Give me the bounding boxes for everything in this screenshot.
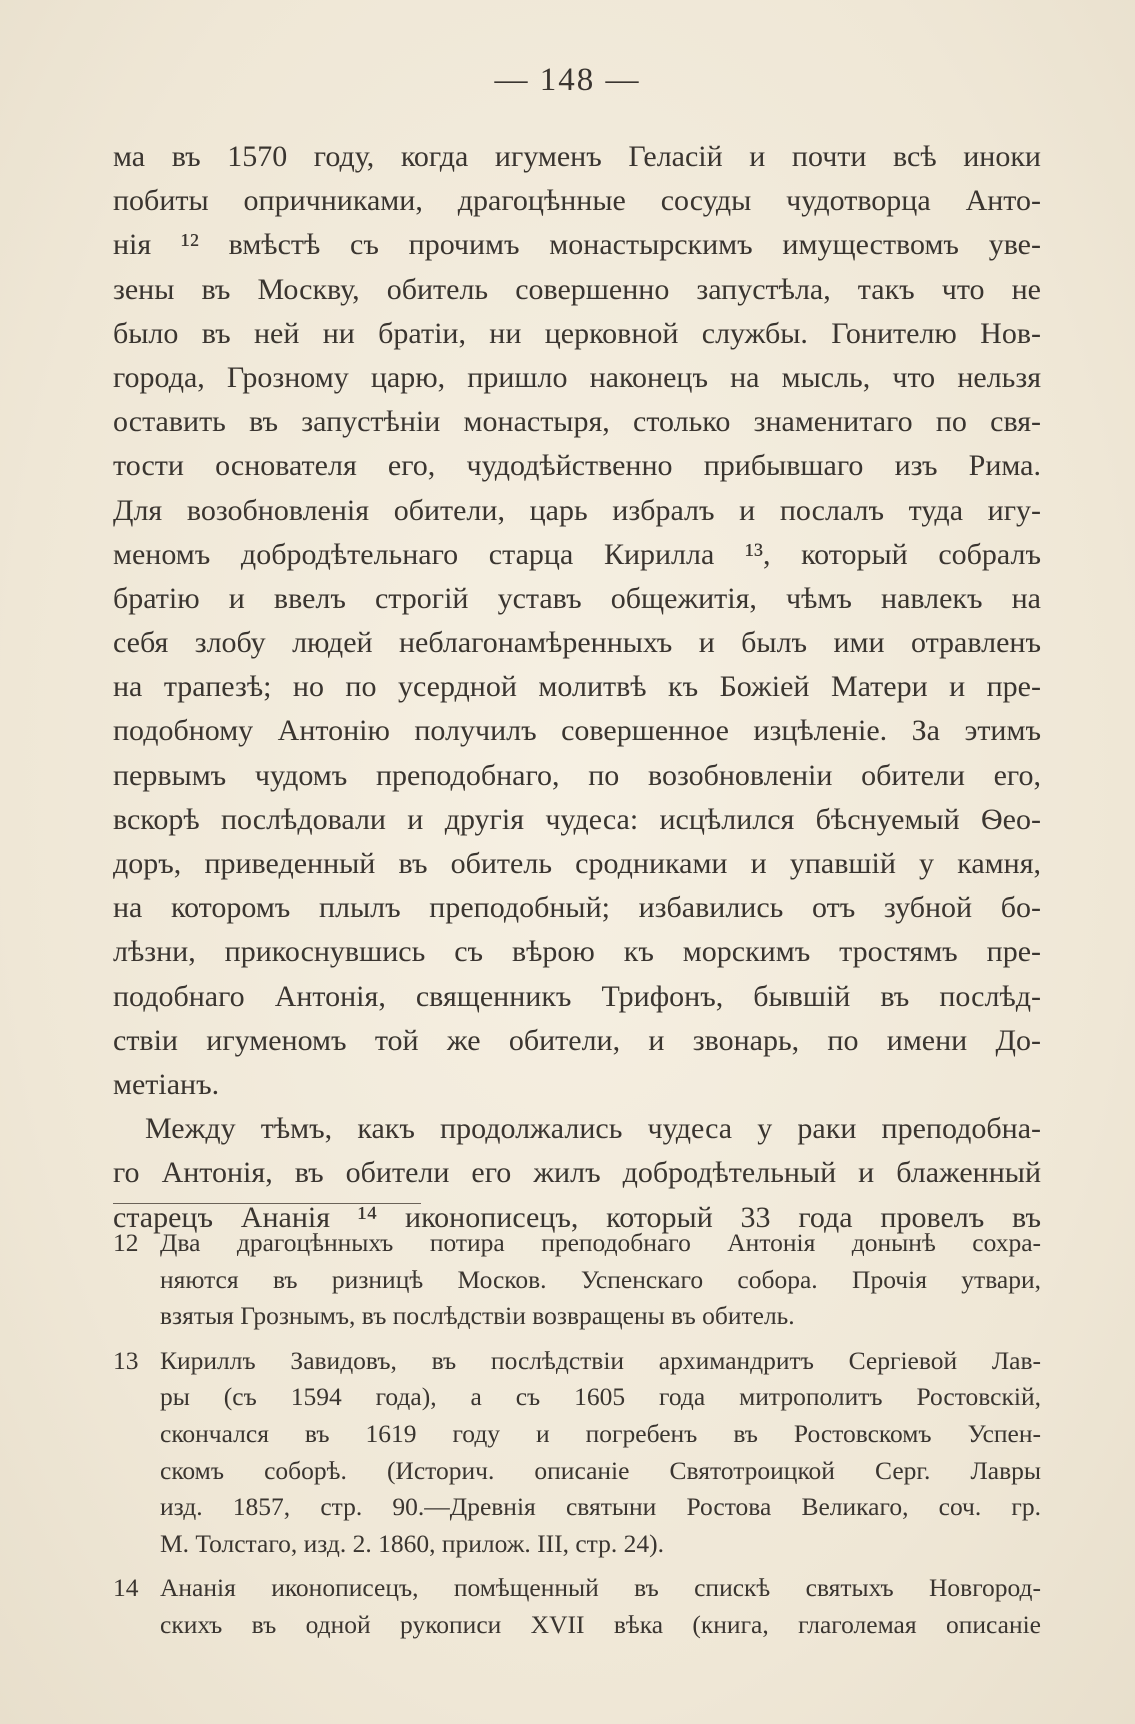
footnote-line: взятыя Грознымъ, въ послѣдствіи возвращены въ обитель.	[160, 1301, 795, 1331]
footnote-number: 13	[113, 1345, 139, 1375]
footnote-line: скомъ соборѣ. (Историч. описаніе Святотроицкой Серг. Лавры	[160, 1455, 1041, 1485]
footnote-text: Ананія иконописецъ, помѣщенный въ спискѣ святыхъ Новгород-	[160, 1573, 1041, 1603]
footnote-number: 14	[113, 1573, 139, 1603]
text-line: побиты опричниками, драгоцѣнные сосуды чудотворца Анто-	[113, 184, 1041, 218]
text-line: на которомъ плылъ преподобный; избавились отъ зубной бо-	[113, 891, 1041, 925]
text-line: ма въ 1570 году, когда игуменъ Геласій и почти всѣ иноки	[113, 140, 1041, 173]
footnote-line	[113, 1343, 1041, 1380]
footnote-line	[113, 1225, 1041, 1262]
text-line: зены въ Москву, обитель совершенно запустѣла, такъ что не	[113, 272, 1041, 306]
text-line: го Антонія, въ обители его жилъ добродѣтельный и блаженный	[113, 1156, 1041, 1190]
text-line: метіанъ.	[113, 1067, 220, 1101]
text-line: братію и ввелъ строгій уставъ общежитія, чѣмъ навлекъ на	[113, 581, 1041, 615]
text-line: вскорѣ послѣдовали и другія чудеса: исцѣлился бѣснуемый Ѳео-	[113, 802, 1041, 836]
footnote-divider	[113, 1203, 421, 1204]
text-line: ствіи игуменомъ той же обители, и звонарь, по имени До-	[113, 1023, 1041, 1057]
main-text	[113, 135, 1041, 1240]
footnote-line: няются въ ризницѣ Москов. Успенскаго собора. Прочія утвари,	[160, 1264, 1041, 1294]
footnote-line	[113, 1570, 1041, 1607]
text-line: меномъ добродѣтельнаго старца Кирилла ¹³, который собралъ	[113, 537, 1041, 571]
footnote-text: Два драгоцѣнныхъ потира преподобнаго Антонія донынѣ сохра-	[160, 1228, 1041, 1257]
footnote-number: 12	[113, 1228, 139, 1257]
text-line: Между тѣмъ, какъ продолжались чудеса у раки преподобна-	[145, 1112, 1041, 1146]
text-line: оставить въ запустѣніи монастыря, столько знаменитаго по свя-	[113, 405, 1041, 439]
footnote-line: М. Толстаго, изд. 2. 1860, прилож. III, стр. 24).	[160, 1528, 664, 1558]
text-line: на трапезѣ; но по усердной молитвѣ къ Божіей Матери и пре-	[113, 670, 1041, 704]
footnote-text: Кириллъ Завидовъ, въ послѣдствіи архимандритъ Сергіевой Лав-	[160, 1345, 1041, 1375]
page-number: — 148 —	[494, 62, 641, 98]
footnote-line: скихъ въ одной рукописи XVII вѣка (книга, глаголемая описаніе	[160, 1609, 1041, 1639]
footnotes	[113, 1225, 1041, 1644]
text-line: подобному Антонію получилъ совершенное изцѣленіе. За этимъ	[113, 714, 1041, 748]
footnote-line: скончался въ 1619 году и погребенъ въ Ростовскомъ Успен-	[160, 1418, 1041, 1448]
text-line: Для возобновленія обители, царь избралъ и послалъ туда игу-	[113, 493, 1041, 527]
text-line: первымъ чудомъ преподобнаго, по возобновленіи обители его,	[113, 758, 1041, 792]
text-line: тости основателя его, чудодѣйственно прибывшаго изъ Рима.	[113, 449, 1041, 483]
text-line: себя злобу людей неблагонамѣренныхъ и былъ ими отравленъ	[113, 626, 1041, 660]
text-line: лѣзни, прикоснувшись съ вѣрою къ морскимъ тростямъ пре-	[113, 935, 1041, 969]
text-line: было въ ней ни братіи, ни церковной службы. Гонителю Нов-	[113, 316, 1041, 350]
text-line: нія ¹² вмѣстѣ съ прочимъ монастырскимъ имуществомъ уве-	[113, 228, 1041, 262]
text-line: города, Грозному царю, пришло наконецъ на мысль, что нельзя	[113, 360, 1041, 394]
footnote-line: изд. 1857, стр. 90.—Древнія святыни Ростова Великаго, соч. гр.	[160, 1492, 1041, 1522]
footnote-line: ры (съ 1594 года), а съ 1605 года митрополитъ Ростовскій,	[160, 1382, 1041, 1412]
text-line: подобнаго Антонія, священникъ Трифонъ, бывшій въ послѣд-	[113, 979, 1041, 1013]
text-line: старецъ Ананія ¹⁴ иконописецъ, который 33 года провелъ въ	[113, 1200, 1041, 1234]
text-line: доръ, приведенный въ обитель сродниками и упавшій у камня,	[113, 847, 1041, 880]
